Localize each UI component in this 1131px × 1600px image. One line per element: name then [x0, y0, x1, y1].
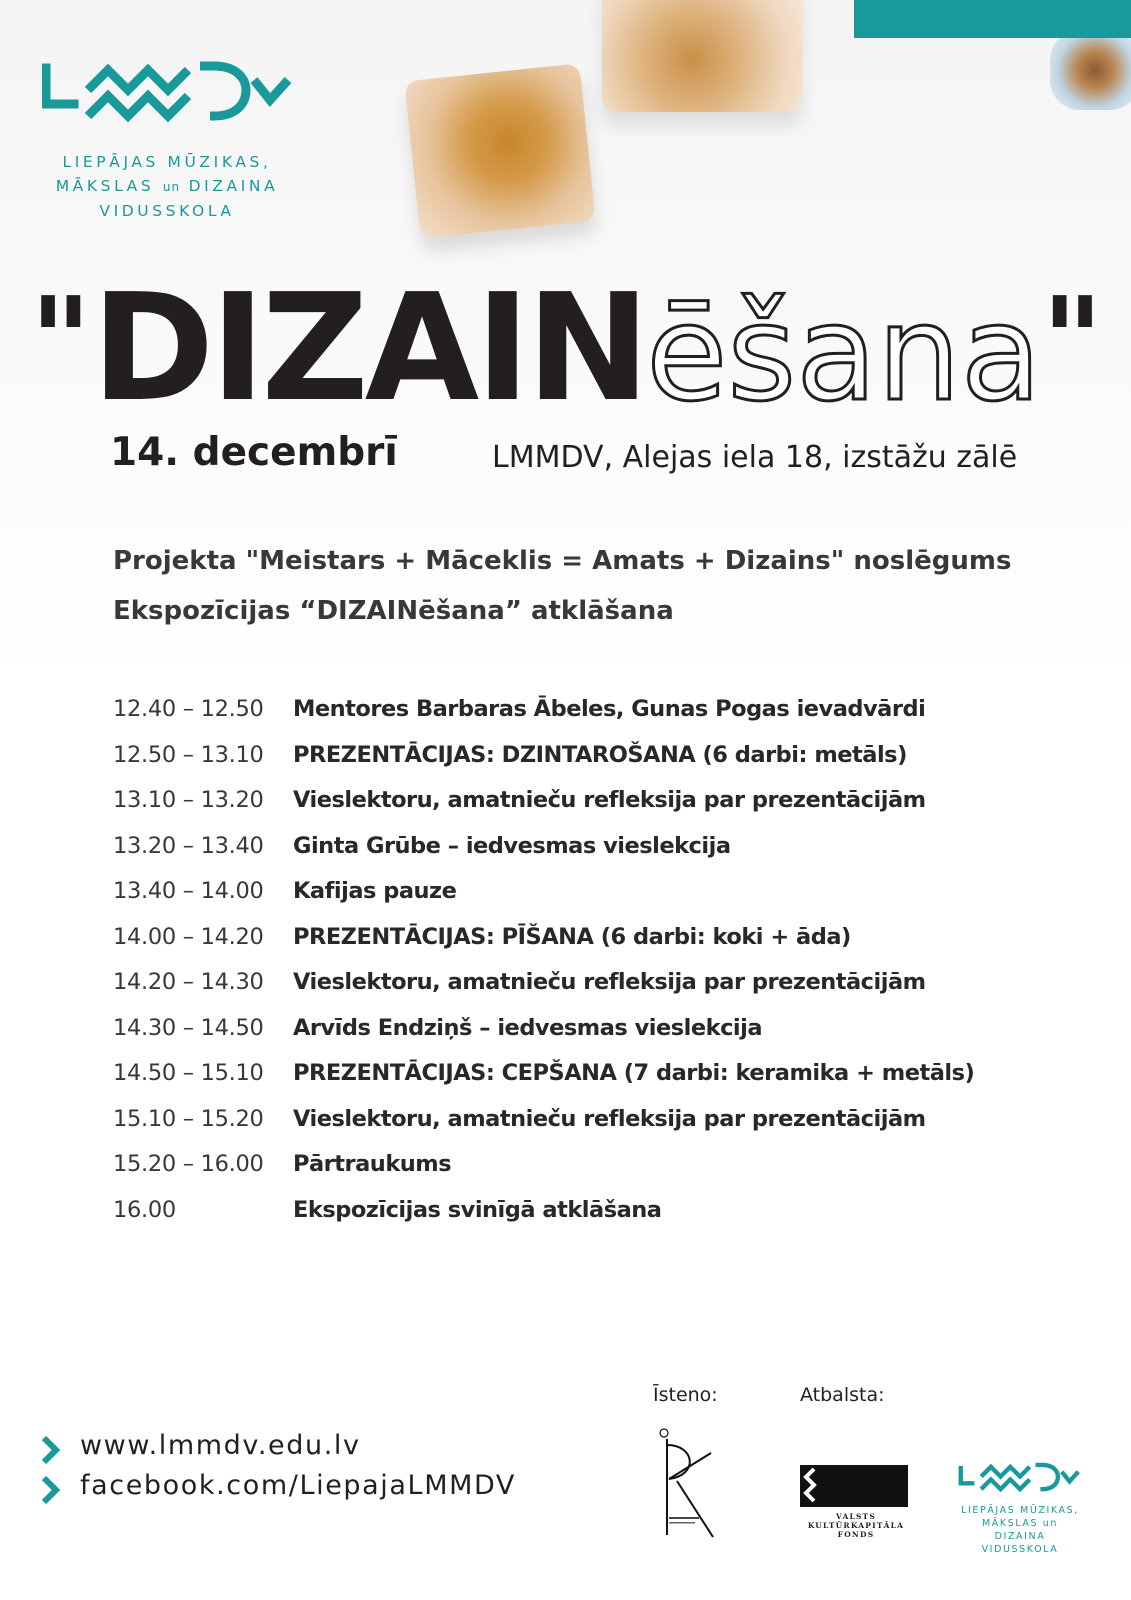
schedule-desc: Ekspozīcijas svinīgā atklāšana [293, 1196, 662, 1223]
lmmdv-small-logo [955, 1462, 1085, 1556]
title-bold-part: DIZAIN [91, 262, 647, 434]
school-name-line2: MĀKSLAS un DIZAINA [55, 177, 279, 195]
schedule-row [113, 876, 1093, 922]
amber-cube-image [404, 63, 596, 239]
schedule-desc: Kafijas pauze [293, 878, 457, 904]
amber-object-image [1050, 30, 1131, 110]
schedule [113, 694, 1093, 1240]
exhibition-subtitle: Ekspozīcijas “DIZAINēšana” atklāšana [113, 596, 674, 626]
schedule-time: 13.40 – 14.00 [113, 878, 264, 904]
project-subtitle: Projekta "Meistars + Māceklis = Amats + Dizains" noslēgums [113, 546, 1012, 576]
schedule-row [113, 967, 1093, 1013]
schedule-time: 13.20 – 13.40 [113, 832, 264, 859]
facebook-text[interactable]: facebook.com/LiepajaLMMDV [80, 1470, 516, 1501]
schedule-desc: Pārtraukums [293, 1151, 452, 1177]
chevron-right-icon [40, 1474, 62, 1506]
chevron-right-icon [40, 1434, 62, 1466]
poster-title [30, 262, 1110, 434]
schedule-row [113, 922, 1093, 968]
event-venue: LMMDV, Alejas iela 18, izstāžu zālē [492, 440, 1018, 475]
schedule-desc: Vieslektoru, amatnieču refleksija par prezentācijām [293, 969, 926, 995]
schedule-row [113, 1058, 1093, 1104]
school-name-line3: VIDUSSKOLA [99, 202, 235, 220]
schedule-desc: PREZENTĀCIJAS: DZINTAROŠANA (6 darbi: metāls) [293, 741, 907, 768]
schedule-time: 14.00 – 14.20 [113, 923, 264, 950]
schedule-desc: Ginta Grūbe – iedvesmas vieslekcija [293, 832, 731, 859]
website-text[interactable]: www.lmmdv.edu.lv [80, 1430, 361, 1461]
vkkf-logo [800, 1465, 912, 1539]
schedule-row [113, 1149, 1093, 1195]
schedule-time: 16.00 [113, 1196, 176, 1223]
schedule-desc: PREZENTĀCIJAS: CEPŠANA (7 darbi: keramika + metāls) [293, 1060, 975, 1086]
title-outline-part: ēšana [646, 277, 1042, 431]
school-name [32, 150, 302, 223]
schedule-time: 15.20 – 16.00 [113, 1151, 264, 1177]
atbalsta-label: Atbalsta: [800, 1384, 885, 1406]
lmmdv-logo-icon [42, 60, 294, 130]
isteno-label: Īsteno: [653, 1384, 718, 1406]
schedule-row [113, 1195, 1093, 1241]
small-logo-text: LIEPĀJAS MŪZIKAS, MĀKSLAS un DIZAINA VIDUSSKOLA [961, 1505, 1079, 1555]
schedule-time: 13.10 – 13.20 [113, 787, 264, 813]
schedule-time: 14.50 – 15.10 [113, 1060, 264, 1086]
amber-cube-image [602, 0, 802, 112]
schedule-desc: Arvīds Endziņš – iedvesmas vieslekcija [293, 1014, 763, 1041]
title-open-quote: " [30, 271, 92, 409]
schedule-row [113, 694, 1093, 740]
schedule-desc: Mentores Barbaras Ābeles, Gunas Pogas ievadvārdi [293, 696, 926, 722]
schedule-row [113, 831, 1093, 877]
schedule-row [113, 785, 1093, 831]
lmmdv-logo-icon [955, 1462, 1085, 1496]
schedule-desc: Vieslektoru, amatnieču refleksija par prezentācijām [293, 787, 926, 813]
schedule-row [113, 1104, 1093, 1150]
schedule-time: 14.30 – 14.50 [113, 1014, 264, 1041]
schedule-time: 14.20 – 14.30 [113, 969, 264, 995]
accent-bar [854, 0, 1131, 38]
schedule-desc: Vieslektoru, amatnieču refleksija par prezentācijām [293, 1105, 926, 1132]
schedule-desc: PREZENTĀCIJAS: PĪŠANA (6 darbi: koki + āda) [293, 923, 851, 950]
event-date: 14. decembrī [110, 430, 398, 475]
schedule-time: 12.40 – 12.50 [113, 696, 264, 722]
school-name-line1: LIEPĀJAS MŪZIKAS, [62, 153, 272, 171]
schedule-row [113, 1013, 1093, 1059]
schedule-time: 15.10 – 15.20 [113, 1105, 264, 1132]
schedule-row [113, 740, 1093, 786]
title-close-quote: " [1041, 271, 1104, 409]
vkkf-logo-icon [800, 1465, 908, 1507]
vkkf-text: VALSTS KULTŪRKAPITĀLA FONDS [807, 1512, 905, 1539]
implementer-logo-icon [655, 1425, 745, 1540]
schedule-time: 12.50 – 13.10 [113, 741, 264, 768]
